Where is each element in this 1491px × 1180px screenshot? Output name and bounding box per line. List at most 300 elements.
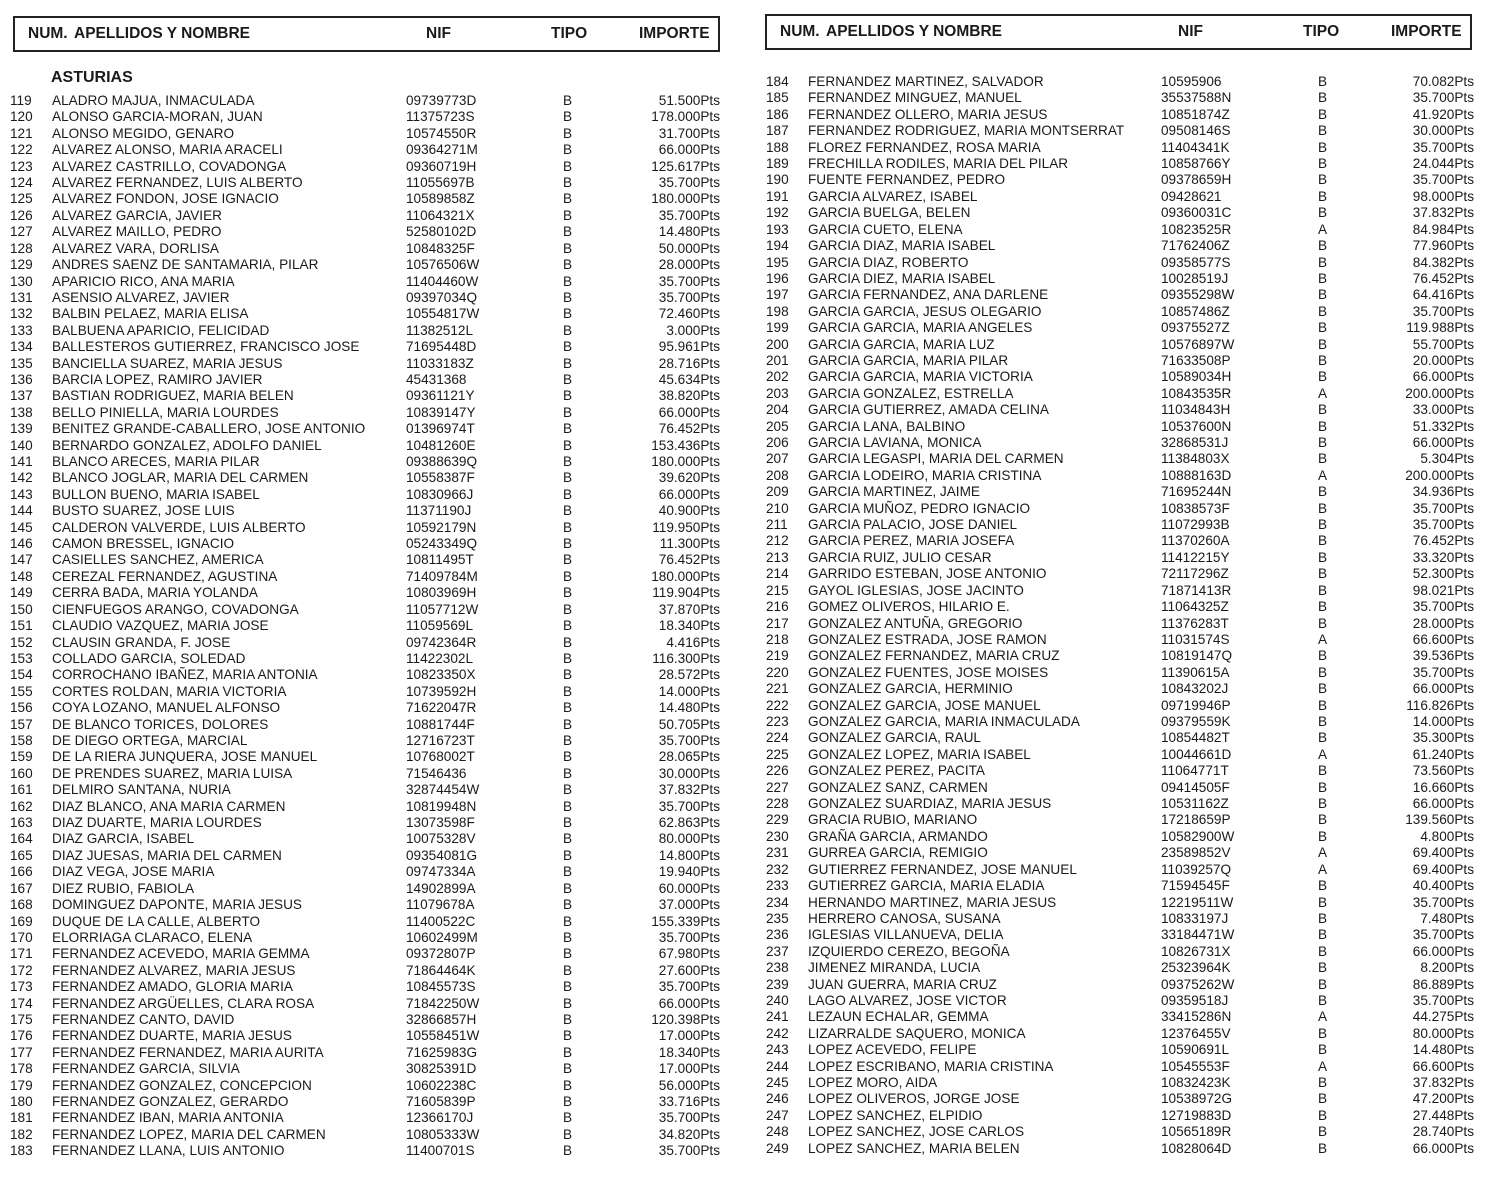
row-importe: 31.700Pts	[658, 125, 720, 141]
row-name: CALDERON VALVERDE, LUIS ALBERTO	[52, 519, 306, 535]
row-importe: 66.600Pts	[1412, 1058, 1474, 1074]
row-nif: 11034843H	[1161, 402, 1231, 418]
row-name: GARCIA PALACIO, JOSE DANIEL	[808, 517, 1018, 533]
row-number: 202	[766, 369, 789, 385]
row-nif: 32874454W	[406, 782, 480, 798]
table-row	[766, 533, 1474, 549]
row-number: 218	[766, 631, 789, 647]
row-nif: 12719883D	[1161, 1107, 1232, 1123]
row-nif: 09354081G	[406, 847, 478, 863]
row-name: DIAZ BLANCO, ANA MARIA CARMEN	[52, 798, 286, 814]
table-row	[10, 651, 720, 667]
table-row	[766, 107, 1474, 123]
row-number: 133	[10, 322, 33, 338]
row-name: DIAZ GARCIA, ISABEL	[52, 831, 195, 847]
row-name: FERNANDEZ CANTO, DAVID	[52, 1011, 235, 1027]
row-tipo: B	[563, 946, 573, 962]
table-row	[10, 454, 720, 470]
row-tipo: B	[1318, 648, 1328, 664]
table-row	[10, 667, 720, 683]
row-importe: 8.200Pts	[1420, 960, 1474, 976]
row-nif: 12219511W	[1161, 894, 1234, 910]
row-number: 220	[766, 664, 789, 680]
row-number: 120	[10, 109, 33, 125]
row-number: 241	[766, 1009, 789, 1025]
table-row	[10, 914, 720, 930]
row-tipo: A	[1318, 861, 1328, 877]
row-number: 199	[766, 320, 789, 336]
row-tipo: B	[563, 175, 573, 191]
row-importe: 14.800Pts	[658, 847, 720, 863]
row-number: 150	[10, 601, 33, 617]
row-nif: 09742364R	[406, 634, 477, 650]
row-tipo: B	[563, 142, 573, 158]
row-nif: 71546436	[406, 765, 467, 781]
row-name: BALBIN PELAEZ, MARIA ELISA	[52, 306, 249, 322]
row-name: GONZALEZ SANZ, CARMEN	[808, 779, 988, 795]
row-nif: 71409784M	[406, 568, 478, 584]
row-name: GARCIA GARCIA, MARIA PILAR	[808, 352, 1009, 368]
row-tipo: B	[563, 454, 573, 470]
row-nif: 10576897W	[1161, 336, 1235, 352]
row-tipo: B	[563, 732, 573, 748]
row-nif: 11072993B	[1161, 517, 1230, 533]
row-number: 145	[10, 519, 33, 535]
row-importe: 66.000Pts	[1412, 943, 1474, 959]
row-importe: 27.448Pts	[1412, 1107, 1474, 1123]
row-number: 164	[10, 831, 33, 847]
table-row	[10, 979, 720, 995]
row-tipo: B	[563, 1110, 573, 1126]
row-tipo: B	[1318, 205, 1328, 221]
row-importe: 35.700Pts	[1412, 517, 1474, 533]
table-row	[766, 665, 1474, 681]
table-row	[10, 487, 720, 503]
row-tipo: B	[1318, 533, 1328, 549]
row-name: DIEZ RUBIO, FABIOLA	[52, 880, 195, 896]
row-tipo: B	[563, 585, 573, 601]
row-tipo: B	[1318, 812, 1328, 828]
table-row	[10, 159, 720, 175]
row-tipo: B	[1318, 172, 1328, 188]
row-name: ALVAREZ FONDON, JOSE IGNACIO	[52, 191, 279, 207]
row-nif: 09719946P	[1161, 697, 1231, 713]
table-row	[766, 993, 1474, 1009]
row-nif: 10828064D	[1161, 1140, 1232, 1156]
table-row	[766, 74, 1474, 90]
row-name: BASTIAN RODRIGUEZ, MARIA BELEN	[52, 388, 294, 404]
row-importe: 4.800Pts	[1420, 828, 1474, 844]
row-importe: 45.634Pts	[658, 371, 720, 387]
table-row	[10, 733, 720, 749]
row-number: 190	[766, 172, 789, 188]
row-number: 179	[10, 1077, 33, 1093]
row-importe: 69.400Pts	[1412, 861, 1474, 877]
row-number: 140	[10, 437, 33, 453]
table-row	[766, 714, 1474, 730]
row-name: GARCIA GUTIERREZ, AMADA CELINA	[808, 402, 1049, 418]
row-nif: 10832423K	[1161, 1075, 1231, 1090]
row-importe: 119.904Pts	[652, 585, 720, 601]
row-tipo: B	[563, 339, 573, 355]
row-nif: 10811495T	[406, 552, 474, 568]
table-row	[766, 90, 1474, 106]
row-nif: 10044661D	[1161, 746, 1232, 762]
row-name: DE PRENDES SUAREZ, MARIA LUISA	[52, 765, 293, 781]
table-row	[10, 1012, 720, 1028]
table-row	[10, 831, 720, 847]
row-importe: 35.700Pts	[658, 273, 720, 289]
row-tipo: B	[1318, 796, 1328, 812]
row-nif: 09361121Y	[406, 388, 475, 404]
row-importe: 61.240Pts	[1412, 746, 1474, 762]
row-tipo: B	[563, 700, 573, 716]
row-number: 223	[766, 713, 789, 729]
row-nif: 10602238C	[406, 1077, 477, 1093]
row-name: BLANCO JOGLAR, MARIA DEL CARMEN	[52, 470, 309, 486]
row-nif: 10857486Z	[1161, 303, 1230, 319]
row-importe: 155.339Pts	[651, 913, 720, 929]
row-importe: 52.300Pts	[1412, 566, 1474, 582]
row-nif: 10554817W	[406, 306, 480, 322]
row-number: 129	[10, 257, 33, 273]
row-importe: 28.000Pts	[658, 257, 720, 273]
row-number: 155	[10, 683, 33, 699]
row-importe: 17.000Pts	[658, 1028, 720, 1044]
table-row	[10, 208, 720, 224]
row-tipo: B	[1318, 1107, 1328, 1123]
row-tipo: B	[563, 536, 573, 552]
row-number: 149	[10, 585, 33, 601]
row-name: CAMON BRESSEL, IGNACIO	[52, 536, 235, 552]
row-importe: 84.984Pts	[1412, 221, 1474, 237]
table-row	[10, 536, 720, 552]
row-nif: 09428621	[1161, 188, 1222, 204]
row-name: FERNANDEZ ALVAREZ, MARIA JESUS	[52, 962, 296, 978]
table-row	[10, 996, 720, 1012]
row-nif: 32868531J	[1161, 435, 1229, 451]
row-importe: 120.398Pts	[651, 1011, 720, 1027]
row-importe: 72.460Pts	[658, 306, 720, 322]
row-number: 122	[10, 142, 33, 158]
row-importe: 116.300Pts	[652, 650, 720, 666]
row-name: ALVAREZ FERNANDEZ, LUIS ALBERTO	[52, 175, 303, 191]
row-tipo: B	[563, 519, 573, 535]
row-importe: 33.000Pts	[1412, 402, 1474, 418]
row-nif: 10481260E	[406, 437, 476, 453]
row-importe: 119.988Pts	[1406, 320, 1474, 336]
row-nif: 09359518J	[1161, 992, 1229, 1008]
row-number: 245	[766, 1075, 789, 1090]
row-number: 230	[766, 828, 789, 844]
row-tipo: B	[563, 995, 573, 1011]
row-name: ALONSO MEGIDO, GENARO	[52, 125, 235, 141]
row-number: 160	[10, 765, 33, 781]
row-importe: 37.000Pts	[658, 897, 720, 913]
row-tipo: B	[1318, 1091, 1328, 1107]
row-name: FERNANDEZ LLANA, LUIS ANTONIO	[52, 1143, 285, 1159]
row-importe: 51.332Pts	[1412, 418, 1474, 434]
table-row	[10, 290, 720, 306]
row-number: 130	[10, 273, 33, 289]
row-number: 195	[766, 254, 789, 270]
row-number: 224	[766, 730, 789, 746]
row-name: GONZALEZ GARCIA, HERMINIO	[808, 681, 1013, 697]
row-importe: 35.700Pts	[658, 1143, 720, 1159]
table-row	[10, 388, 720, 404]
row-importe: 35.700Pts	[1412, 664, 1474, 680]
row-name: FERNANDEZ ACEVEDO, MARIA GEMMA	[52, 946, 310, 962]
row-name: FERNANDEZ MARTINEZ, SALVADOR	[808, 74, 1044, 89]
row-number: 178	[10, 1061, 33, 1077]
row-number: 177	[10, 1044, 33, 1060]
row-nif: 10823350X	[406, 667, 476, 683]
row-nif: 09364271M	[406, 142, 478, 158]
row-number: 174	[10, 995, 33, 1011]
row-number: 139	[10, 421, 33, 437]
row-number: 231	[766, 845, 789, 861]
row-importe: 51.500Pts	[658, 93, 720, 108]
row-tipo: B	[1318, 549, 1328, 565]
row-tipo: B	[563, 1077, 573, 1093]
row-importe: 28.065Pts	[658, 749, 720, 765]
row-importe: 139.560Pts	[1405, 812, 1474, 828]
row-number: 192	[766, 205, 789, 221]
row-number: 128	[10, 240, 33, 256]
header-importe: IMPORTE	[1391, 23, 1462, 40]
table-row	[766, 1042, 1474, 1058]
row-nif: 09388639Q	[406, 454, 478, 470]
table-row	[766, 304, 1474, 320]
row-importe: 180.000Pts	[651, 454, 720, 470]
table-row	[766, 681, 1474, 697]
row-importe: 17.000Pts	[658, 1061, 720, 1077]
row-importe: 200.000Pts	[1405, 385, 1474, 401]
row-tipo: B	[1318, 828, 1328, 844]
row-nif: 11376283T	[1161, 615, 1229, 631]
row-nif: 05243349Q	[406, 536, 478, 552]
row-name: ALVAREZ ALONSO, MARIA ARACELI	[52, 142, 283, 158]
row-number: 153	[10, 650, 33, 666]
row-tipo: B	[563, 683, 573, 699]
row-nif: 12366170J	[406, 1110, 474, 1126]
row-name: BENITEZ GRANDE-CABALLERO, JOSE ANTONIO	[52, 421, 366, 437]
table-row	[766, 1091, 1474, 1107]
row-tipo: B	[1318, 566, 1328, 582]
row-nif: 17218659P	[1161, 812, 1231, 828]
row-nif: 71762406Z	[1161, 238, 1230, 254]
row-name: GONZALEZ GARCIA, JOSE MANUEL	[808, 697, 1041, 713]
row-importe: 35.700Pts	[1412, 894, 1474, 910]
row-importe: 35.700Pts	[658, 979, 720, 995]
row-importe: 62.863Pts	[658, 815, 720, 831]
row-name: GRACIA RUBIO, MARIANO	[808, 812, 978, 828]
row-nif: 30825391D	[406, 1061, 477, 1077]
row-number: 216	[766, 599, 789, 615]
header-name: APELLIDOS Y NOMBRE	[826, 23, 1002, 40]
table-row	[766, 566, 1474, 582]
row-nif: 10537600N	[1161, 418, 1232, 434]
row-tipo: B	[563, 273, 573, 289]
row-name: JUAN GUERRA, MARIA CRUZ	[808, 976, 997, 992]
row-name: CEREZAL FERNANDEZ, AGUSTINA	[52, 568, 278, 584]
row-tipo: B	[563, 158, 573, 174]
row-number: 217	[766, 615, 789, 631]
row-importe: 76.452Pts	[1412, 270, 1474, 286]
table-row	[766, 451, 1474, 467]
row-tipo: B	[1318, 139, 1328, 155]
row-name: CERRA BADA, MARIA YOLANDA	[52, 585, 258, 601]
row-nif: 13073598F	[406, 815, 475, 831]
row-nif: 11059569L	[406, 618, 474, 634]
row-number: 147	[10, 552, 33, 568]
table-row	[10, 175, 720, 191]
row-name: ELORRIAGA CLARACO, ELENA	[52, 929, 253, 945]
row-nif: 71622047R	[406, 700, 477, 716]
row-nif: 10838573F	[1161, 500, 1230, 516]
row-nif: 71695244N	[1161, 484, 1232, 500]
row-tipo: B	[563, 388, 573, 404]
row-tipo: B	[563, 207, 573, 223]
row-tipo: B	[563, 306, 573, 322]
row-number: 248	[766, 1124, 789, 1140]
table-row	[766, 140, 1474, 156]
row-name: JIMENEZ MIRANDA, LUCIA	[808, 960, 981, 976]
table-row	[766, 1059, 1474, 1075]
row-number: 229	[766, 812, 789, 828]
row-number: 152	[10, 634, 33, 650]
row-importe: 7.480Pts	[1420, 910, 1474, 926]
row-nif: 10595906	[1161, 74, 1222, 89]
table-row	[766, 238, 1474, 254]
row-number: 165	[10, 847, 33, 863]
row-nif: 10576506W	[406, 257, 480, 273]
row-name: GARCIA LEGASPI, MARIA DEL CARMEN	[808, 451, 1064, 467]
row-number: 194	[766, 238, 789, 254]
row-tipo: B	[1318, 976, 1328, 992]
row-name: GARCIA GARCIA, MARIA ANGELES	[808, 320, 1033, 336]
row-tipo: B	[563, 437, 573, 453]
row-number: 182	[10, 1126, 33, 1142]
row-nif: 11370260A	[1161, 533, 1230, 549]
table-row	[10, 142, 720, 158]
row-name: GARCIA LANA, BALBINO	[808, 418, 966, 434]
row-name: GONZALEZ GARCIA, RAUL	[808, 730, 981, 746]
row-tipo: B	[563, 404, 573, 420]
row-number: 138	[10, 404, 33, 420]
row-name: GARCIA GONZALEZ, ESTRELLA	[808, 385, 1014, 401]
row-number: 222	[766, 697, 789, 713]
row-nif: 09375527Z	[1161, 320, 1230, 336]
row-tipo: B	[563, 634, 573, 650]
row-tipo: B	[1318, 418, 1328, 434]
row-number: 126	[10, 207, 33, 223]
row-number: 219	[766, 648, 789, 664]
row-tipo: B	[563, 1061, 573, 1077]
table-row	[10, 405, 720, 421]
row-importe: 66.000Pts	[1412, 435, 1474, 451]
table-row	[10, 815, 720, 831]
table-row	[10, 930, 720, 946]
row-number: 162	[10, 798, 33, 814]
row-nif: 71633508P	[1161, 352, 1231, 368]
row-importe: 35.700Pts	[1412, 599, 1474, 615]
row-importe: 55.700Pts	[1412, 336, 1474, 352]
row-importe: 66.000Pts	[658, 404, 720, 420]
table-row	[10, 897, 720, 913]
table-row	[766, 189, 1474, 205]
row-tipo: B	[1318, 599, 1328, 615]
table-row	[766, 1108, 1474, 1124]
table-row	[766, 911, 1474, 927]
row-tipo: B	[1318, 681, 1328, 697]
row-number: 142	[10, 470, 33, 486]
row-importe: 27.600Pts	[658, 962, 720, 978]
row-importe: 153.436Pts	[651, 437, 720, 453]
row-importe: 4.416Pts	[666, 634, 720, 650]
row-tipo: B	[563, 322, 573, 338]
table-row	[766, 517, 1474, 533]
row-importe: 35.700Pts	[658, 175, 720, 191]
header-tipo: TIPO	[551, 25, 588, 42]
row-nif: 11033183Z	[406, 355, 474, 371]
row-tipo: B	[563, 240, 573, 256]
row-importe: 30.000Pts	[1412, 123, 1474, 139]
row-importe: 66.000Pts	[1412, 681, 1474, 697]
row-number: 204	[766, 402, 789, 418]
table-row	[10, 1045, 720, 1061]
row-tipo: B	[1318, 435, 1328, 451]
row-name: GARCIA DIEZ, MARIA ISABEL	[808, 270, 996, 286]
row-tipo: B	[1318, 878, 1328, 894]
row-name: GARCIA LAVIANA, MONICA	[808, 435, 982, 451]
row-number: 212	[766, 533, 789, 549]
row-tipo: B	[1318, 451, 1328, 467]
row-tipo: B	[1318, 320, 1328, 336]
row-tipo: B	[563, 650, 573, 666]
row-nif: 71842250W	[406, 995, 480, 1011]
row-number: 131	[10, 289, 33, 305]
row-importe: 38.820Pts	[658, 388, 720, 404]
table-row	[766, 1009, 1474, 1025]
row-name: LOPEZ ACEVEDO, FELIPE	[808, 1042, 977, 1058]
table-row	[10, 946, 720, 962]
table-row	[766, 419, 1474, 435]
row-importe: 35.700Pts	[1412, 303, 1474, 319]
table-row	[10, 848, 720, 864]
row-importe: 66.000Pts	[658, 995, 720, 1011]
row-tipo: A	[1318, 1058, 1328, 1074]
row-number: 206	[766, 435, 789, 451]
row-name: IZQUIERDO CEREZO, BEGOÑA	[808, 943, 1010, 959]
table-row	[10, 569, 720, 585]
row-name: ASENSIO ALVAREZ, JAVIER	[52, 289, 230, 305]
table-row	[10, 864, 720, 880]
row-nif: 12376455V	[1161, 1025, 1231, 1041]
row-name: DUQUE DE LA CALLE, ALBERTO	[52, 913, 261, 929]
row-number: 137	[10, 388, 33, 404]
row-importe: 66.000Pts	[658, 142, 720, 158]
row-nif: 10833197J	[1161, 910, 1229, 926]
row-importe: 40.400Pts	[1412, 878, 1474, 894]
table-row	[10, 635, 720, 651]
row-name: BALLESTEROS GUTIERREZ, FRANCISCO JOSE	[52, 339, 360, 355]
row-importe: 11.300Pts	[659, 536, 720, 552]
row-importe: 34.936Pts	[1412, 484, 1474, 500]
row-nif: 10803969H	[406, 585, 477, 601]
right-header	[765, 14, 1472, 50]
row-number: 186	[766, 106, 789, 122]
